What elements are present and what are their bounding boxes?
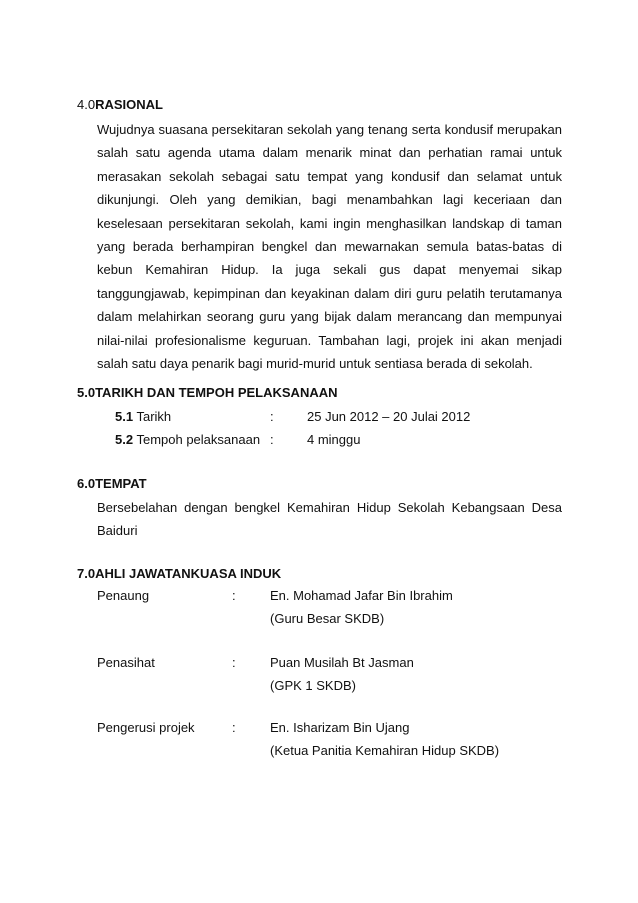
tarikh-row xyxy=(115,409,171,424)
item-value: 25 Jun 2012 – 20 Julai 2012 xyxy=(307,409,471,424)
member-separator: : xyxy=(232,720,236,735)
section-7-heading xyxy=(77,566,281,581)
member-name: Puan Musilah Bt Jasman xyxy=(270,655,414,670)
rasional-line: salah satu daya penarik bagi murid-murid untuk sentiasa berada di sekolah. xyxy=(97,355,533,371)
section-6-heading xyxy=(77,476,147,491)
tempat-line: Baiduri xyxy=(97,523,138,539)
item-number: 5.1 xyxy=(115,409,134,424)
rasional-line: nilai-nilai profesionalisme keguruan. Tambahan lagi, projek ini akan menjadi xyxy=(97,332,562,348)
rasional-line: dikunjungi. Oleh yang demikian, bagi menambahkan lagi keceriaan dan xyxy=(97,192,562,208)
rasional-line: dalam melahirkan seorang guru yang bijak dalam merancang dan mempunyai xyxy=(97,309,562,325)
item-separator: : xyxy=(270,432,274,447)
section-6-title: TEMPAT xyxy=(95,476,147,491)
section-4-heading xyxy=(77,97,163,112)
member-role: Pengerusi projek xyxy=(97,720,195,735)
rasional-line: salah satu agenda utama dalam menarik minat dan perhatian ramai untuk xyxy=(97,145,562,161)
section-4-number: 4.0 xyxy=(77,97,96,112)
rasional-line: kebun Kemahiran Hidup. Ia juga sekali gus dapat menyemai sikap xyxy=(97,262,562,278)
section-7-title: AHLI JAWATANKUASA INDUK xyxy=(95,566,282,581)
rasional-line: keselesaan persekitaran sekolah, kami ingin menghasilkan landskap di taman xyxy=(97,215,562,231)
item-value: 4 minggu xyxy=(307,432,361,447)
item-label: Tempoh pelaksanaan xyxy=(136,432,261,447)
rasional-line: yang berada berhampiran bengkel dan mewarnakan semula batas-batas di xyxy=(97,238,562,254)
member-name: En. Isharizam Bin Ujang xyxy=(270,720,410,735)
item-label: Tarikh xyxy=(136,409,172,424)
member-separator: : xyxy=(232,588,236,603)
member-role: Penasihat xyxy=(97,655,155,670)
item-separator: : xyxy=(270,409,274,424)
tempat-paragraph xyxy=(97,496,562,543)
member-role: Penaung xyxy=(97,588,150,603)
member-separator: : xyxy=(232,655,236,670)
member-note: (GPK 1 SKDB) xyxy=(270,678,356,693)
rasional-line: Wujudnya suasana persekitaran sekolah yang tenang serta kondusif merupakan xyxy=(97,122,562,137)
member-name: En. Mohamad Jafar Bin Ibrahim xyxy=(270,588,453,603)
section-5-heading xyxy=(77,385,338,400)
rasional-paragraph xyxy=(97,118,562,375)
rasional-line: tanggungjawab, kepimpinan dan keyakinan dalam diri guru pelatih terutamanya xyxy=(97,285,562,301)
section-6-number: 6.0 xyxy=(77,476,96,491)
section-4-title: RASIONAL xyxy=(95,97,163,112)
rasional-line: merasakan sekolah sebagai satu tempat yang kondusif dan selamat untuk xyxy=(97,168,562,184)
section-7-number: 7.0 xyxy=(77,566,96,581)
member-note: (Guru Besar SKDB) xyxy=(270,611,385,626)
member-note: (Ketua Panitia Kemahiran Hidup SKDB) xyxy=(270,743,500,758)
item-number: 5.2 xyxy=(115,432,134,447)
tempat-line: Bersebelahan dengan bengkel Kemahiran Hidup Sekolah Kebangsaan Desa xyxy=(97,500,562,515)
section-5-title: TARIKH DAN TEMPOH PELAKSANAAN xyxy=(95,385,338,400)
section-5-number: 5.0 xyxy=(77,385,96,400)
tempoh-row xyxy=(115,432,260,447)
